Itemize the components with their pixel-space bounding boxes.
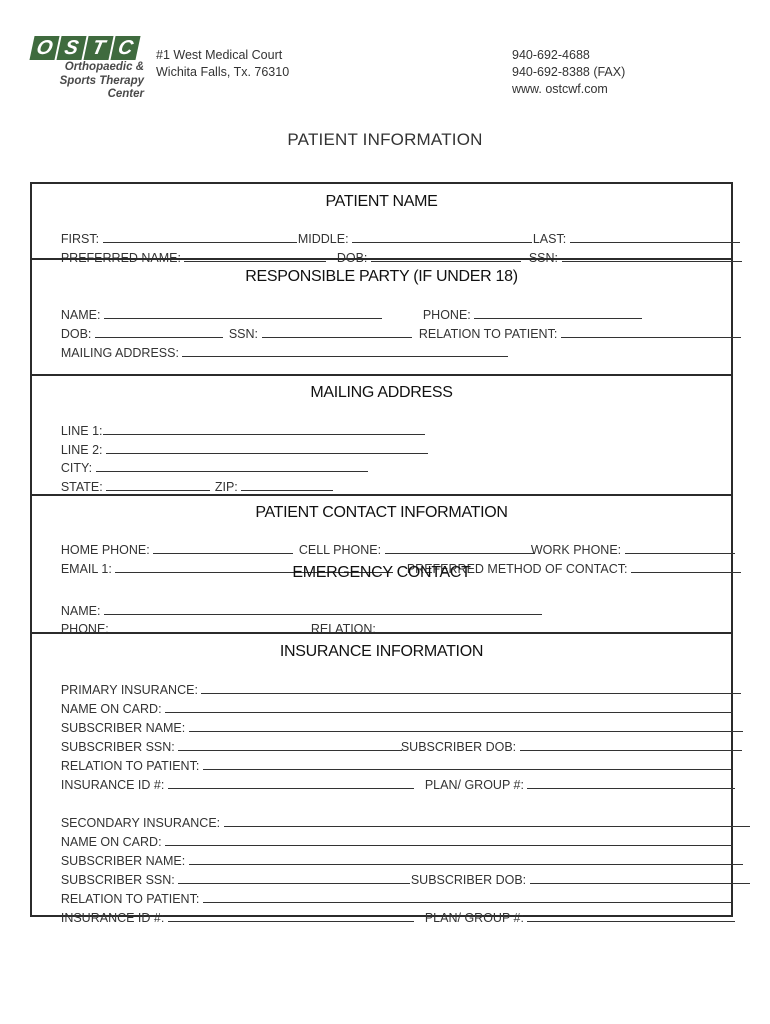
- field-label: PRIMARY INSURANCE:: [60, 683, 198, 697]
- insurance-section: [32, 632, 731, 925]
- logo-line-1: Orthopaedic &: [64, 61, 144, 73]
- field-label: RELATION TO PATIENT:: [418, 327, 558, 341]
- field-label: NAME ON CARD:: [60, 835, 162, 849]
- field-label: PREFERRED NAME:: [60, 251, 181, 265]
- field-label: LINE 1:: [60, 424, 103, 438]
- address-line-2: Wichita Falls, Tx. 76310: [156, 65, 290, 79]
- clinic-phone: 940-692-4688: [512, 48, 590, 62]
- field-label: CITY:: [60, 461, 93, 475]
- field-label: INSURANCE ID #:: [60, 778, 165, 792]
- field-label: SUBSCRIBER NAME:: [60, 721, 186, 735]
- field-label: NAME:: [60, 604, 101, 618]
- responsible-party-section: [32, 258, 731, 374]
- patient-name-section: [32, 184, 731, 265]
- logo-line-2: Sports Therapy: [59, 74, 144, 87]
- logo-letters: [32, 36, 144, 60]
- secondary-insurance-id-field[interactable]: [40, 893, 414, 942]
- field-label: NAME:: [60, 308, 101, 322]
- page-title: PATIENT INFORMATION: [287, 130, 483, 149]
- field-label: SSN:: [528, 251, 559, 265]
- field-label: PHONE:: [422, 308, 471, 322]
- field-label: SUBSCRIBER SSN:: [60, 873, 175, 887]
- field-label: PLAN/ GROUP #:: [424, 911, 524, 925]
- field-label: PREFERRED METHOD OF CONTACT:: [406, 562, 628, 576]
- field-label: LAST:: [532, 232, 567, 246]
- secondary-plan-group-field[interactable]: [404, 893, 735, 942]
- logo-letter: O: [29, 36, 59, 60]
- emergency-contact-heading: EMERGENCY CONTACT: [292, 564, 471, 581]
- clinic-contact: [512, 47, 625, 98]
- clinic-fax: 940-692-8388 (FAX): [512, 65, 626, 79]
- field-label: EMAIL 1:: [60, 562, 112, 576]
- field-label: NAME ON CARD:: [60, 702, 162, 716]
- field-label: RELATION:: [310, 622, 376, 636]
- field-label: MAILING ADDRESS:: [60, 346, 179, 360]
- section-heading: RESPONSIBLE PARTY (IF UNDER 18): [245, 268, 518, 285]
- patient-form: [30, 182, 733, 925]
- field-label: ZIP:: [214, 480, 238, 494]
- ostc-logo: [32, 36, 144, 100]
- field-label: INSURANCE ID #:: [60, 911, 165, 925]
- field-label: SUBSCRIBER NAME:: [60, 854, 186, 868]
- field-label: DOB:: [60, 327, 92, 341]
- mailing-address-section: [32, 374, 731, 494]
- patient-contact-section: [32, 494, 731, 636]
- field-label: LINE 2:: [60, 443, 103, 457]
- logo-letter: S: [56, 36, 86, 60]
- logo-letter: T: [83, 36, 113, 60]
- field-label: SUBSCRIBER DOB:: [410, 873, 527, 887]
- field-label: SUBSCRIBER DOB:: [400, 740, 517, 754]
- field-label: WORK PHONE:: [530, 543, 622, 557]
- field-label: CELL PHONE:: [298, 543, 382, 557]
- field-label: PHONE:: [60, 622, 109, 636]
- field-label: FIRST:: [60, 232, 100, 246]
- field-label: PLAN/ GROUP #:: [424, 778, 524, 792]
- section-heading: MAILING ADDRESS: [310, 384, 453, 401]
- clinic-website: www. ostcwf.com: [512, 82, 608, 96]
- logo-letter: C: [110, 36, 140, 60]
- address-line-1: #1 West Medical Court: [156, 48, 283, 62]
- field-label: MIDDLE:: [297, 232, 349, 246]
- field-label: SSN:: [228, 327, 259, 341]
- section-heading: INSURANCE INFORMATION: [279, 643, 484, 660]
- section-heading: PATIENT CONTACT INFORMATION: [255, 504, 508, 521]
- field-label: SUBSCRIBER SSN:: [60, 740, 175, 754]
- field-label: HOME PHONE:: [60, 543, 150, 557]
- field-label: DOB:: [336, 251, 368, 265]
- field-label: SECONDARY INSURANCE:: [60, 816, 221, 830]
- logo-line-3: Center: [107, 88, 144, 100]
- field-label: RELATION TO PATIENT:: [60, 892, 200, 906]
- field-label: RELATION TO PATIENT:: [60, 759, 200, 773]
- field-label: STATE:: [60, 480, 103, 494]
- section-heading: PATIENT NAME: [325, 193, 438, 210]
- clinic-address: [156, 47, 289, 81]
